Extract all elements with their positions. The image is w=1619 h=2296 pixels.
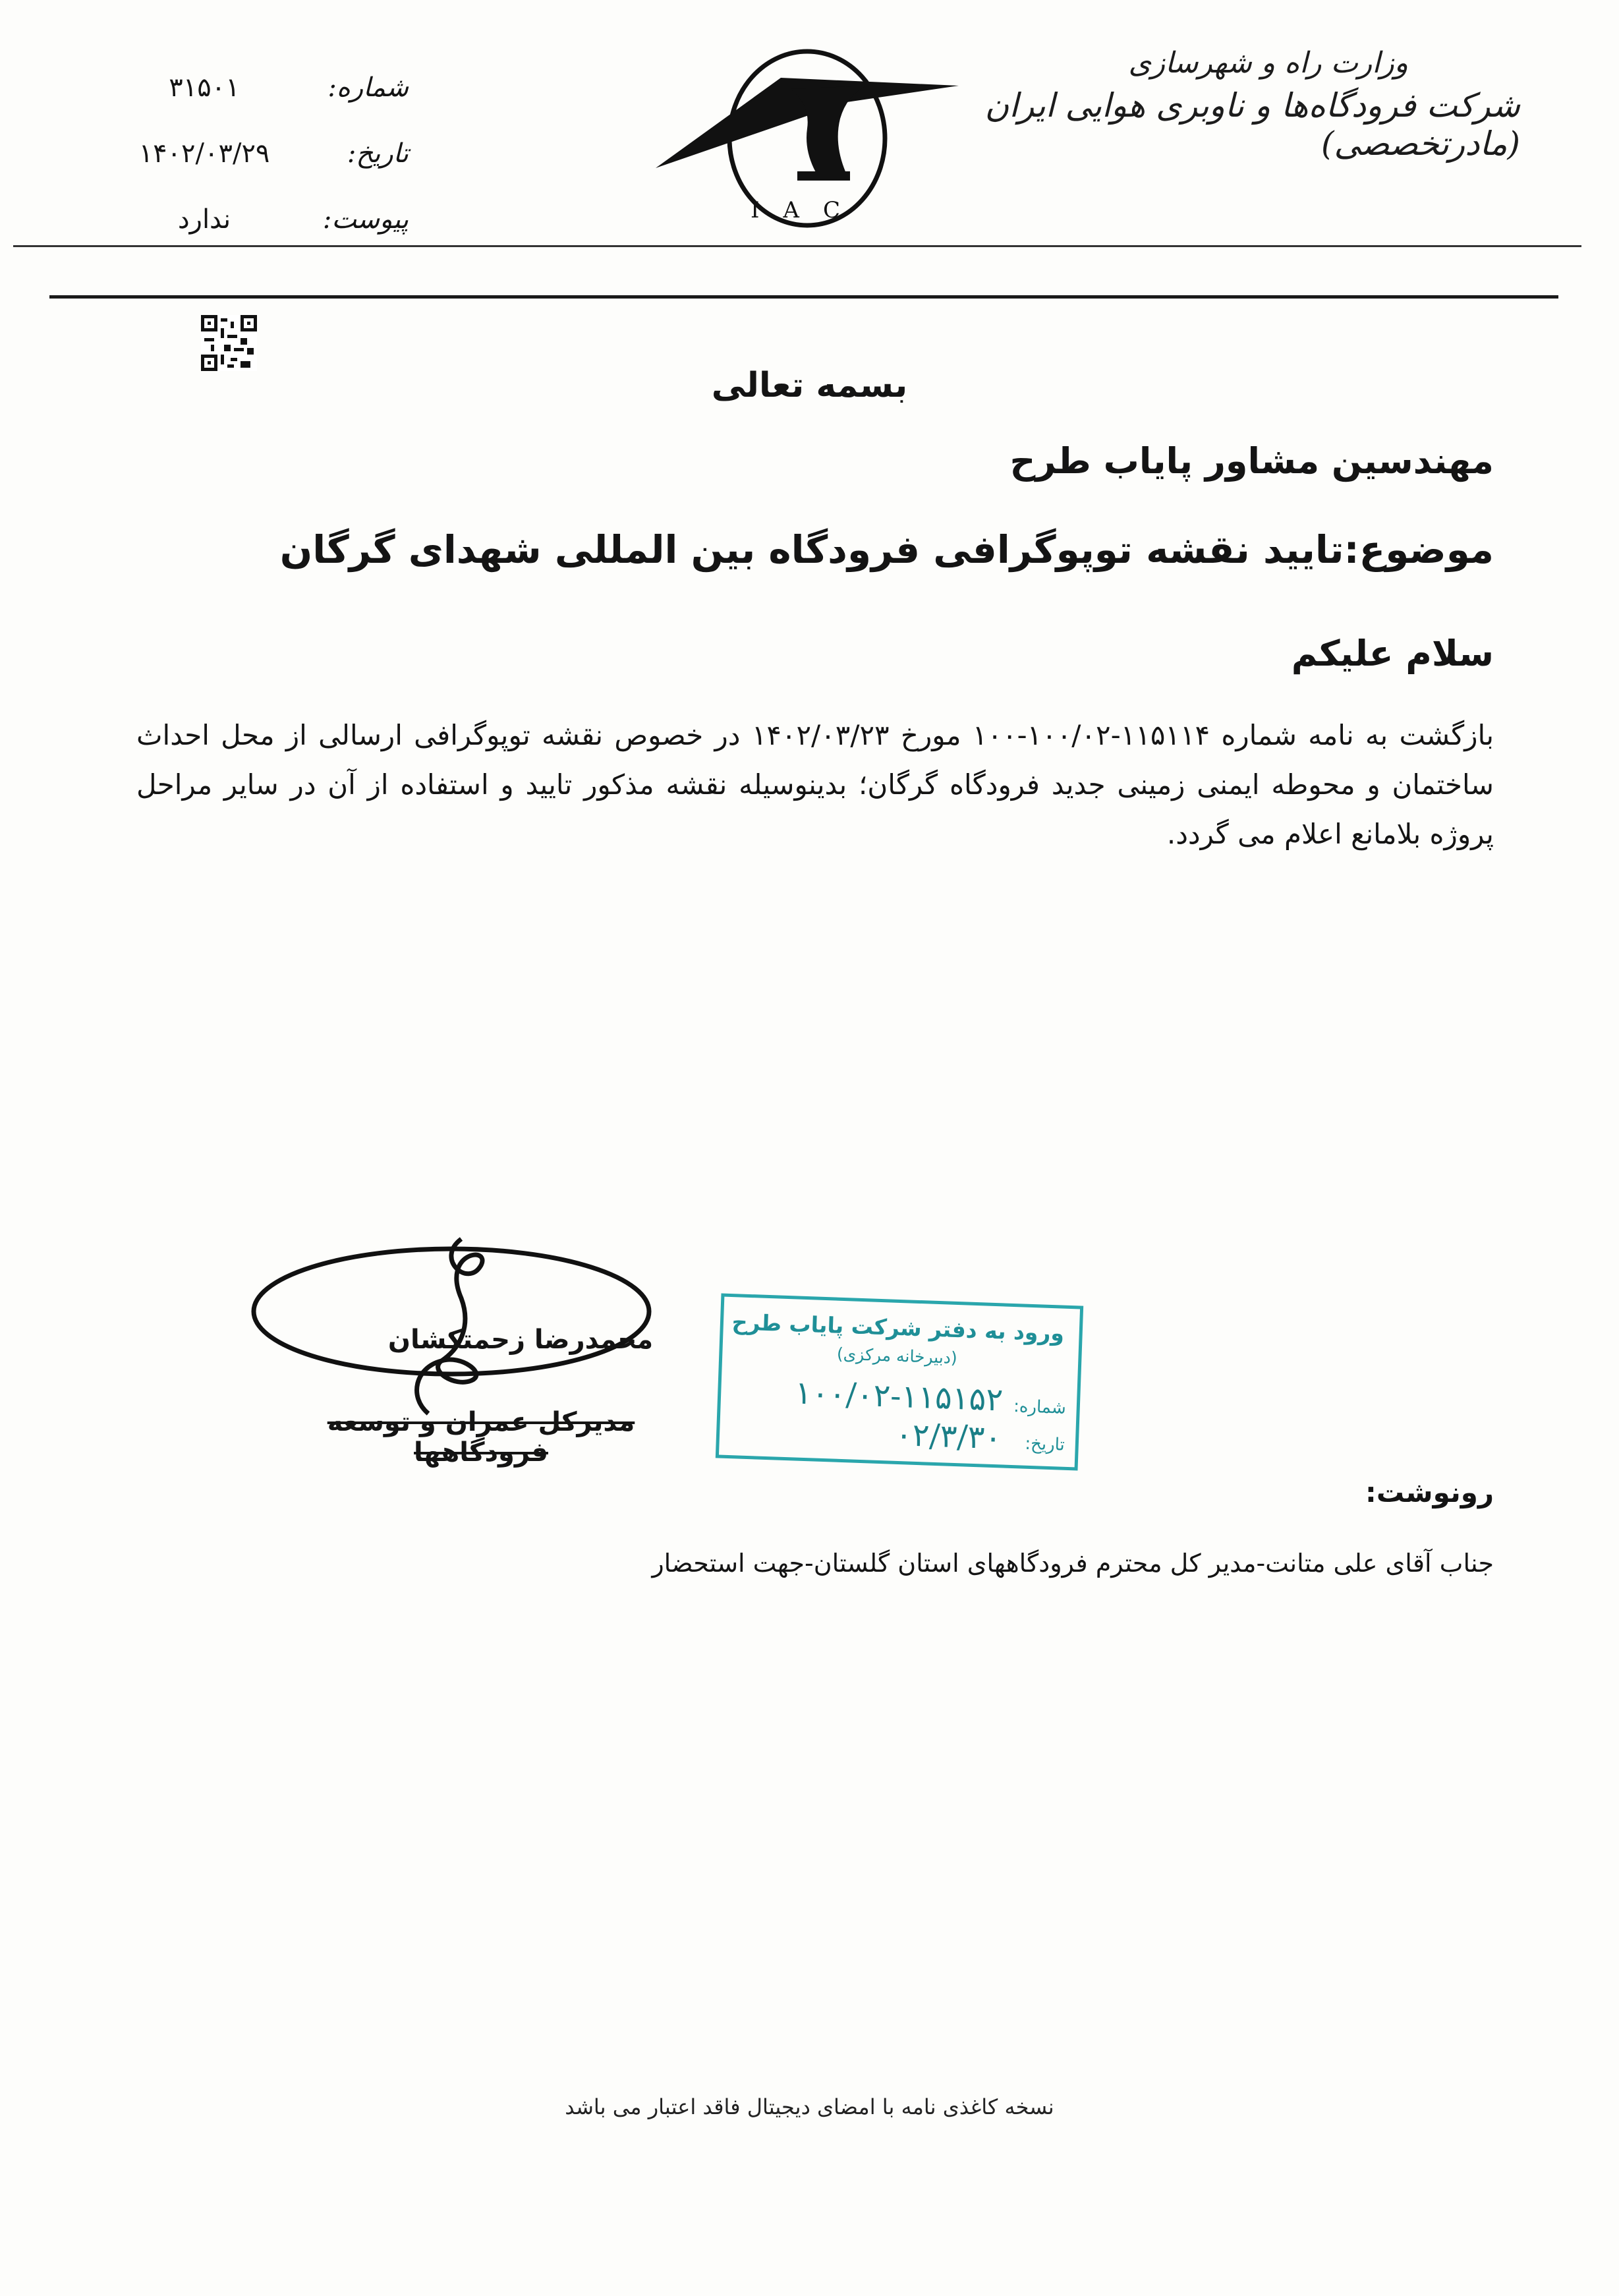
stamp-number-label: شماره: xyxy=(1013,1396,1067,1418)
letter-meta xyxy=(132,72,409,270)
stamp-date-value: ۰۲/۳/۳۰ xyxy=(894,1416,1003,1457)
qr-code-icon xyxy=(201,315,257,371)
attachment-label: پیوست: xyxy=(322,204,409,235)
number-value: ۳۱۵۰۱ xyxy=(169,72,240,103)
meta-date-row xyxy=(132,138,409,204)
meta-number-row xyxy=(132,72,409,138)
attachment-value: ندارد xyxy=(177,204,231,235)
header-divider xyxy=(49,295,1558,299)
signatory-name: محمدرضا زحمتکشان xyxy=(387,1325,654,1355)
meta-attachment-row xyxy=(132,204,409,270)
invocation-heading: بسمه تعالی xyxy=(711,366,908,405)
received-stamp xyxy=(716,1293,1083,1470)
letter-body: بازگشت به نامه شماره ۱۱۵۱۱۴-۱۰۰/۰۲-۱۰۰ مورخ ۱۴۰۲/۰۳/۲۳ در خصوص نقشه توپوگرافی ارسالی از محل احداث ساختمان و محوطه ایمنی زمینی جدید فرودگاه گرگان؛ بدینوسیله نقشه مذکور تایید و استفاده از آن در سایر مراحل پروژه بلامانع اعلام می گردد. xyxy=(136,719,1494,850)
organization-header xyxy=(980,46,1520,163)
date-label: تاریخ: xyxy=(347,138,409,169)
stamp-number-value: ۱۰۰/۰۲-۱۱۵۱۵۲ xyxy=(794,1374,1004,1419)
footer-note: نسخه کاغذی نامه با امضای دیجیتال فاقد اعتبار می باشد xyxy=(565,2094,1054,2119)
cc-label: رونوشت: xyxy=(1365,1476,1494,1508)
signatory-title: مدیرکل عمران و توسعه فرودگاهها xyxy=(327,1407,635,1468)
logo-text: IAC xyxy=(751,197,864,223)
date-value: ۱۴۰۲/۰۳/۲۹ xyxy=(138,138,270,169)
number-label: شماره: xyxy=(327,72,409,103)
header-thin-divider xyxy=(13,245,1581,247)
recipient: مهندسین مشاور پایاب طرح xyxy=(1009,440,1494,482)
subject-line: موضوع:تایید نقشه توپوگرافی فرودگاه بین المللی شهدای گرگان xyxy=(279,527,1494,572)
greeting: سلام علیکم xyxy=(1291,633,1494,674)
ministry-name: وزارت راه و شهرسازی xyxy=(1128,46,1408,80)
stamp-date-label: تاریخ: xyxy=(1024,1433,1065,1455)
iac-logo-icon xyxy=(649,40,959,231)
stamp-title: ورود به دفتر شرکت پایاب طرح xyxy=(731,1309,1065,1346)
stamp-subtitle: (دبیرخانه مرکزی) xyxy=(836,1344,958,1368)
cc-text: جناب آقای علی متانت-مدیر کل محترم فرودگاههای استان گلستان-جهت استحضار xyxy=(652,1549,1494,1578)
company-name: شرکت فرودگاه‌ها و ناوبری هوایی ایران (مادرتخصصی) xyxy=(984,86,1520,163)
